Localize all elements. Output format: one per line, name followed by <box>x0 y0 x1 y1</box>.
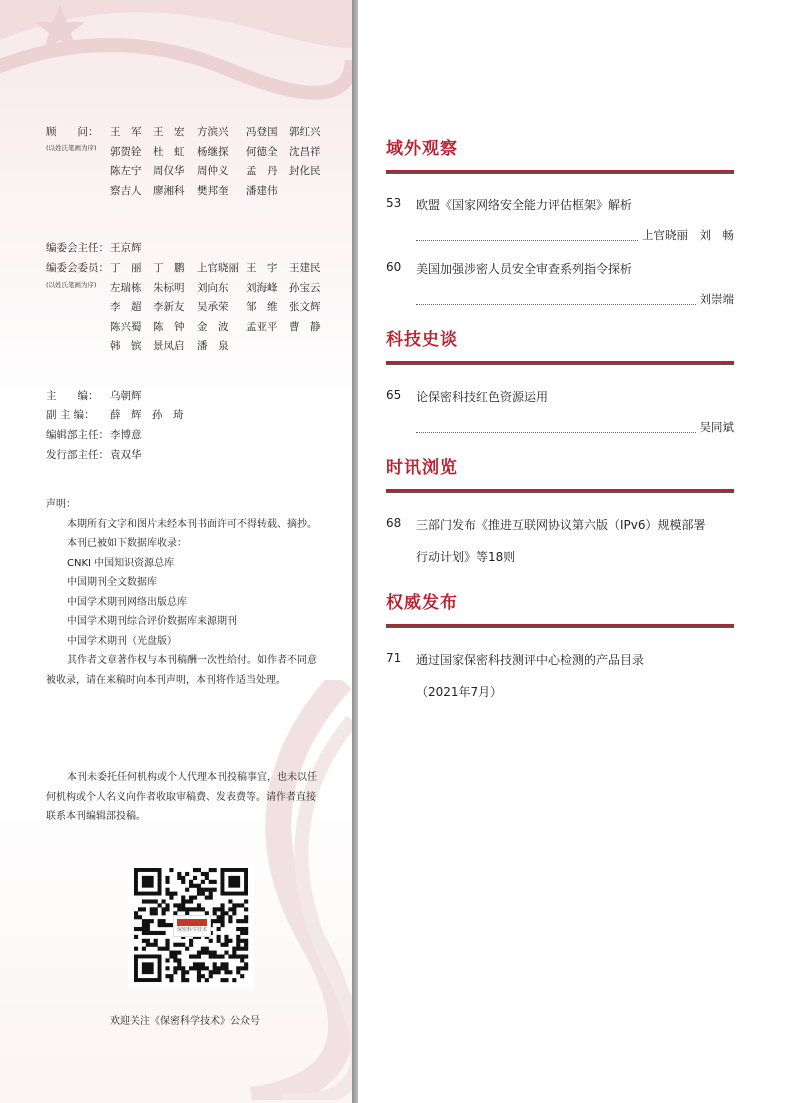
member-name: 王 宇 <box>246 262 278 274</box>
toc-article-title[interactable]: 美国加强涉密人员安全审查系列指令探析 <box>416 262 633 276</box>
wechat-qr-code[interactable] <box>128 862 254 988</box>
member-name: 吴承荣 <box>197 301 229 313</box>
advisor-name: 封化民 <box>289 165 321 177</box>
declaration-p3: 其作者文章著作权与本刊稿酬一次性给付。如作者不同意被收录，请在来稿时向本刊声明，本刊将作适当处理。 <box>46 655 317 686</box>
member-name: 潘 泉 <box>197 340 229 352</box>
editor-name: 乌朝辉 <box>110 390 142 402</box>
section-title: 时讯浏览 <box>386 458 458 478</box>
advisor-name: 沈昌祥 <box>289 145 321 158</box>
member-name: 孙宝云 <box>289 281 321 294</box>
member-name: 邹 维 <box>246 301 278 313</box>
advisor-name: 廖湘科 <box>153 184 185 197</box>
advisors-label: 顾 问： <box>46 126 99 138</box>
advisor-name: 察吉人 <box>110 184 142 197</box>
advisor-name: 孟 丹 <box>246 165 278 177</box>
office-name: 李博意 <box>110 429 142 441</box>
office-label: 编辑部主任： <box>46 429 109 441</box>
director-name: 王京辉 <box>110 242 142 254</box>
toc-page-number: 60 <box>386 260 402 274</box>
advisor-name: 潘建伟 <box>246 184 278 197</box>
advisor-name: 王 军 <box>110 126 142 138</box>
section-title: 科技史谈 <box>386 330 458 350</box>
deputy-label: 副 主 编： <box>46 409 95 421</box>
advisor-name: 冯登国 <box>246 126 278 138</box>
declaration-notice <box>46 768 322 827</box>
section-rule <box>386 361 734 365</box>
publish-label: 发行部主任： <box>46 449 109 461</box>
spine-divider <box>352 0 358 1103</box>
advisor-name: 郭红兴 <box>289 126 321 138</box>
database-item: 中国学术期刊网络出版总库 <box>67 596 187 608</box>
member-name: 孟亚平 <box>246 320 278 333</box>
advisor-name: 杜 虹 <box>153 145 185 158</box>
members-note: (以姓氏笔画为序) <box>46 281 97 289</box>
member-name: 刘海峰 <box>246 281 278 294</box>
emblem-watermark <box>0 0 352 120</box>
members-label: 编委会委员： <box>46 262 109 274</box>
qr-logo-text: 保密科学技术 <box>176 927 207 933</box>
member-name: 韩 镔 <box>110 340 142 352</box>
database-item: 中国期刊全文数据库 <box>67 577 157 588</box>
database-item: CNKI 中国知识资源总库 <box>67 557 175 569</box>
section-rule <box>386 489 734 493</box>
member-name: 景凤启 <box>153 340 185 352</box>
section-title: 域外观察 <box>386 139 458 159</box>
toc-article-title[interactable]: 欧盟《国家网络安全能力评估框架》解析 <box>416 198 633 212</box>
toc-page-number: 65 <box>386 388 402 402</box>
toc-author: 刘崇端 <box>699 292 734 306</box>
director-label: 编委会主任： <box>46 242 109 254</box>
toc-author: 吴同斌 <box>699 420 734 434</box>
publish-name: 袁双华 <box>110 449 142 461</box>
advisor-name: 方滨兴 <box>197 126 229 138</box>
member-name: 曹 静 <box>289 320 321 333</box>
member-name: 刘向东 <box>197 281 229 294</box>
database-item: 中国学术期刊（光盘版） <box>67 635 177 647</box>
toc-article-title[interactable]: 通过国家保密科技测评中心检测的产品目录 <box>416 653 645 667</box>
member-name: 张文辉 <box>289 301 321 313</box>
advisor-name: 郭贺铨 <box>110 145 142 158</box>
toc-page-number: 53 <box>386 196 402 210</box>
member-name: 陈 钟 <box>153 320 185 333</box>
section-rule <box>386 170 734 174</box>
advisor-name: 周仅华 <box>153 165 185 177</box>
toc-page-number: 68 <box>386 516 402 530</box>
toc-article-title[interactable]: 论保密科技红色资源运用 <box>416 390 549 404</box>
section-title: 权威发布 <box>386 593 458 613</box>
member-name: 左瑞栋 <box>110 281 142 294</box>
member-name: 丁 丽 <box>110 262 142 274</box>
advisor-name: 陈左宁 <box>110 165 142 177</box>
qr-logo <box>173 915 211 937</box>
advisor-name: 王 宏 <box>153 126 185 138</box>
dotted-leader <box>416 240 638 241</box>
declaration-p2: 本刊已被如下数据库收录： <box>67 538 187 549</box>
member-name: 李 超 <box>110 301 142 313</box>
toc-article-title-cont[interactable]: 行动计划》等18则 <box>416 550 516 564</box>
database-item: 中国学术期刊综合评价数据库来源期刊 <box>67 616 237 627</box>
editor-label: 主 编： <box>46 390 99 402</box>
member-name: 王建民 <box>289 262 321 274</box>
toc-author: 上官晓丽 刘 畅 <box>642 228 734 242</box>
deputy-names: 薛 辉 孙 琦 <box>110 409 184 421</box>
qr-caption: 欢迎关注《保密科学技术》公众号 <box>110 1016 260 1027</box>
section-rule <box>386 624 734 628</box>
advisor-name: 樊邦奎 <box>197 184 229 197</box>
declaration-heading: 声明： <box>46 499 76 510</box>
advisor-name: 何德全 <box>246 145 278 158</box>
member-name: 上官晓丽 <box>197 262 239 274</box>
dotted-leader <box>416 304 696 305</box>
member-name: 金 波 <box>197 320 229 333</box>
declaration <box>46 495 322 690</box>
advisor-name: 杨继探 <box>197 145 229 158</box>
toc-page-number: 71 <box>386 651 402 665</box>
advisors-note: (以姓氏笔画为序) <box>46 144 97 152</box>
advisor-name: 周仲义 <box>197 165 229 177</box>
database-list <box>46 554 322 652</box>
toc-article-title-cont[interactable]: （2021年7月） <box>416 685 503 699</box>
masthead-panel <box>0 0 352 1103</box>
member-name: 陈兴蜀 <box>110 320 142 333</box>
member-name: 朱标明 <box>153 281 185 294</box>
member-name: 李新友 <box>153 301 185 313</box>
member-name: 丁 鹏 <box>153 262 185 274</box>
dotted-leader <box>416 432 696 433</box>
declaration-p1: 本期所有文字和图片未经本刊书面许可不得转载、摘抄。 <box>67 518 317 530</box>
toc-article-title[interactable]: 三部门发布《推进互联网协议第六版（IPv6）规模部署 <box>416 518 706 532</box>
declaration-p4: 本刊未委托任何机构或个人代理本刊投稿事宜，也未以任何机构或个人名义向作者收取审稿费、发表费等。请作者直接联系本刊编辑部投稿。 <box>46 772 317 822</box>
